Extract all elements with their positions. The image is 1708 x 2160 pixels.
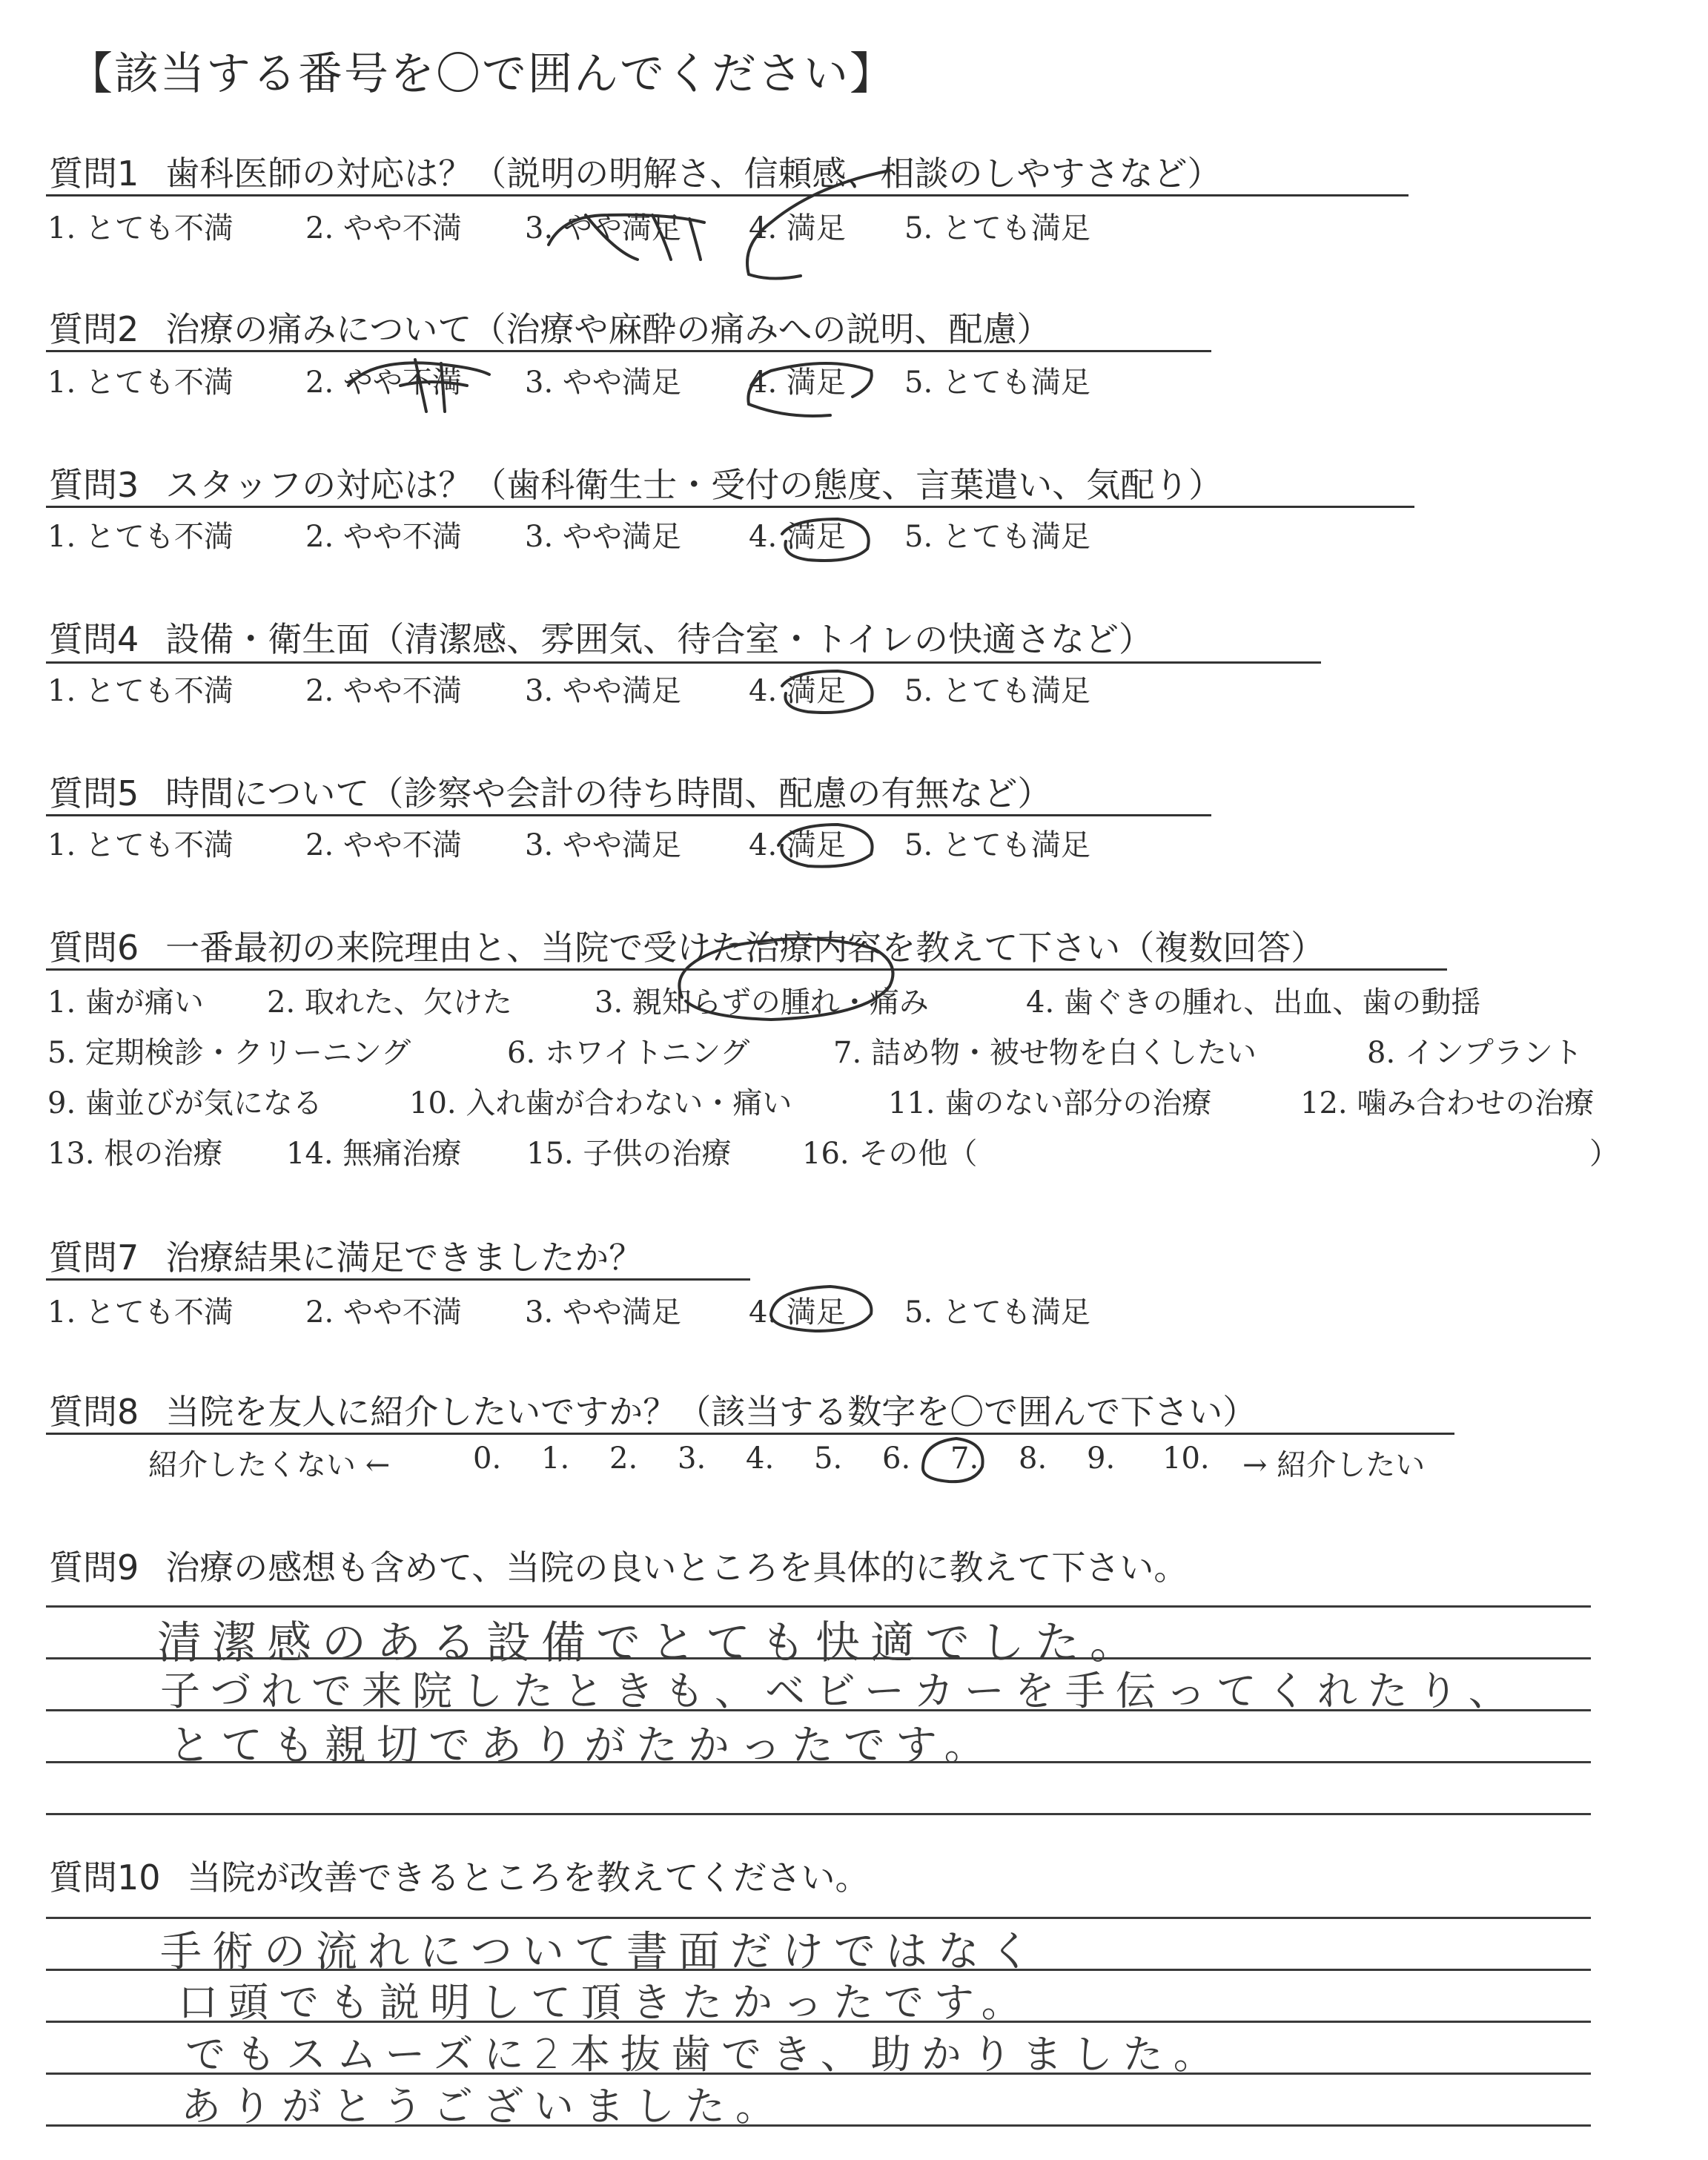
option-2[interactable]: 2. やや不満: [305, 211, 462, 245]
option-1[interactable]: 1. とても不満: [47, 211, 234, 245]
scale-9[interactable]: 9.: [1087, 1441, 1116, 1476]
scale-1[interactable]: 1.: [541, 1441, 570, 1476]
option-4[interactable]: 4. 満足: [749, 828, 846, 862]
scribble-mark: [549, 215, 704, 245]
option-10[interactable]: 10. 入れ歯が合わない・痛い: [409, 1086, 792, 1120]
scale-2[interactable]: 2.: [609, 1441, 638, 1476]
question-text: 設備・衛生面（清潔感、雰囲気、待合室・トイレの快適さなど）: [165, 619, 1153, 659]
circle-mark: [782, 671, 873, 713]
question-label: 質問5: [49, 773, 139, 813]
option-5[interactable]: 5. 定期検診・クリーニング: [47, 1036, 411, 1070]
option-2[interactable]: 2. やや不満: [305, 1295, 462, 1330]
circle-mark: [747, 171, 890, 279]
option-3[interactable]: 3. やや満足: [525, 1295, 681, 1330]
option-5[interactable]: 5. とても満足: [904, 211, 1090, 245]
handwritten-answer-line-2: 口頭でも説明して頂きたかったです。: [178, 1979, 1032, 2026]
question-label: 質問6: [49, 928, 139, 968]
question-text: 治療の感想も含めて、当院の良いところを具体的に教えて下さい。: [165, 1548, 1188, 1588]
question-label: 質問1: [49, 153, 139, 194]
circle-mark: [923, 1439, 983, 1482]
option-7[interactable]: 7. 詰め物・被せ物を白くしたい: [833, 1036, 1257, 1070]
handwritten-answer-line-3: でもスムーズに2本抜歯でき、助かりました。: [185, 2031, 1224, 2078]
option-3[interactable]: 3. やや満足: [525, 520, 681, 554]
question-text: 治療結果に満足できましたか？: [165, 1238, 643, 1278]
option-5[interactable]: 5. とても満足: [904, 366, 1090, 400]
page-title: 【該当する番号を〇で囲んでください】: [68, 48, 896, 100]
question-label: 質問4: [49, 619, 139, 659]
option-2[interactable]: 2. やや不満: [305, 828, 462, 862]
question-label: 質問9: [49, 1548, 139, 1588]
question-label: 質問8: [49, 1392, 139, 1432]
option-14[interactable]: 14. 無痛治療: [286, 1137, 462, 1171]
question-text: 歯科医師の対応は？（説明の明解さ、信頼感、相談のしやすさなど）: [165, 153, 1222, 194]
question-label: 質問3: [49, 465, 139, 505]
option-4[interactable]: 4. 満足: [749, 520, 846, 554]
option-1[interactable]: 1. とても不満: [47, 366, 234, 400]
circle-mark: [679, 939, 893, 1020]
scale-8[interactable]: 8.: [1019, 1441, 1047, 1476]
option-3[interactable]: 3. やや満足: [525, 828, 681, 862]
handwritten-answer-line-1: 手術の流れについて書面だけではなく: [160, 1928, 1042, 1976]
option-5[interactable]: 5. とても満足: [904, 520, 1090, 554]
option-8[interactable]: 8. インプラント: [1367, 1036, 1583, 1070]
handwritten-answer-line-1: 清潔感のある設備でとても快適でした。: [157, 1617, 1145, 1669]
question-text: 時間について（診察や会計の待ち時間、配慮の有無など）: [165, 773, 1052, 813]
option-16-close: ）: [1589, 1137, 1619, 1171]
question-text: 一番最初の来院理由と、当院で受けた治療内容を教えて下さい（複数回答）: [165, 928, 1325, 968]
option-16[interactable]: 16. その他（: [802, 1137, 978, 1171]
scale-5[interactable]: 5.: [814, 1441, 843, 1476]
option-1[interactable]: 1. とても不満: [47, 828, 234, 862]
scale-6[interactable]: 6.: [882, 1441, 911, 1476]
scale-10[interactable]: 10.: [1162, 1441, 1210, 1476]
question-label: 質問10: [49, 1857, 161, 1898]
handwritten-answer-line-3: とても親切でありがたかったです。: [169, 1722, 996, 1770]
option-3[interactable]: 3. 親知らずの腫れ・痛み: [595, 985, 929, 1020]
scale-right-label: → 紹介したい: [1242, 1448, 1426, 1482]
circle-mark: [782, 519, 869, 561]
option-2[interactable]: 2. やや不満: [305, 674, 462, 708]
circle-mark: [748, 363, 871, 416]
option-5[interactable]: 5. とても満足: [904, 828, 1090, 862]
question-text: 治療の痛みについて（治療や麻酔の痛みへの説明、配慮）: [165, 309, 1051, 349]
option-5[interactable]: 5. とても満足: [904, 674, 1090, 708]
option-13[interactable]: 13. 根の治療: [47, 1137, 223, 1171]
scale-4[interactable]: 4.: [746, 1441, 775, 1476]
option-4[interactable]: 4. 満足: [749, 366, 846, 400]
option-15[interactable]: 15. 子供の治療: [526, 1137, 732, 1171]
scale-0[interactable]: 0.: [473, 1441, 502, 1476]
circle-mark: [771, 1287, 871, 1331]
scale-left-label: 紹介したくない ←: [148, 1448, 391, 1482]
circle-mark: [778, 825, 873, 867]
option-6[interactable]: 6. ホワイトニング: [507, 1036, 750, 1070]
option-4[interactable]: 4. 満足: [749, 211, 846, 245]
option-5[interactable]: 5. とても満足: [904, 1295, 1090, 1330]
option-4[interactable]: 4. 満足: [749, 674, 846, 708]
option-11[interactable]: 11. 歯のない部分の治療: [888, 1086, 1212, 1120]
scale-7[interactable]: 7.: [950, 1441, 979, 1476]
question-text: 当院を友人に紹介したいですか？（該当する数字を〇で囲んで下さい）: [165, 1392, 1257, 1432]
question-label: 質問2: [49, 309, 139, 349]
handwritten-answer-line-4: ありがとうございました。: [181, 2083, 786, 2130]
option-1[interactable]: 1. とても不満: [47, 674, 234, 708]
option-1[interactable]: 1. とても不満: [47, 1295, 234, 1330]
option-2[interactable]: 2. 取れた、欠けた: [267, 985, 512, 1020]
option-1[interactable]: 1. とても不満: [47, 520, 234, 554]
handwritten-answer-line-2: 子づれで来院したときも、ベビーカーを手伝ってくれたり、: [160, 1668, 1519, 1714]
option-3[interactable]: 3. やや満足: [525, 366, 681, 400]
option-2[interactable]: 2. やや不満: [305, 520, 462, 554]
option-9[interactable]: 9. 歯並びが気になる: [47, 1086, 322, 1120]
question-label: 質問7: [49, 1238, 139, 1278]
option-4[interactable]: 4. 歯ぐきの腫れ、出血、歯の動揺: [1026, 985, 1481, 1020]
scribble-mark: [586, 215, 701, 260]
option-1[interactable]: 1. 歯が痛い: [47, 985, 204, 1020]
option-3[interactable]: 3. やや満足: [525, 211, 681, 245]
option-2[interactable]: 2. やや不満: [305, 366, 462, 400]
option-3[interactable]: 3. やや満足: [525, 674, 681, 708]
option-4[interactable]: 4. 満足: [749, 1295, 846, 1330]
option-12[interactable]: 12. 噛み合わせの治療: [1300, 1086, 1595, 1120]
question-text: スタッフの対応は？（歯科衛生士・受付の態度、言葉遣い、気配り）: [165, 465, 1223, 505]
question-text: 当院が改善できるところを教えてください。: [187, 1857, 870, 1898]
scale-3[interactable]: 3.: [678, 1441, 706, 1476]
